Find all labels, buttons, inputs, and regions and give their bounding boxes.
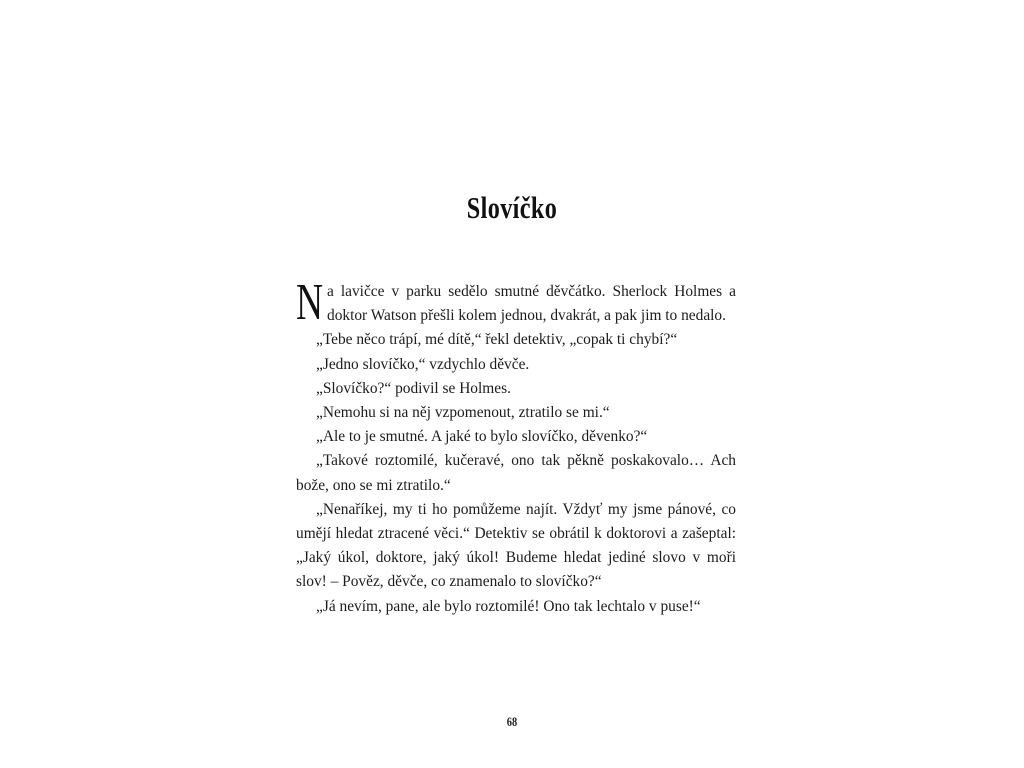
paragraph-9: „Já nevím, pane, ale bylo roztomilé! Ono tak lechtalo v puse!“ [316, 597, 701, 615]
paragraph-1-text: a lavičce v parku sedělo smutné děvčátko. Sherlock Holmes a doktor Watson přešli kolem jednou, dvakrát, a pak jim to nedalo. [327, 283, 736, 325]
story-text [296, 274, 736, 619]
paragraph-1 [296, 274, 736, 331]
paragraph-7: „Takové roztomilé, kučeravé, ono tak pěkně poskakovalo… Ach bože, ono se mi ztratilo.“ [296, 452, 736, 494]
drop-cap-initial: N [296, 274, 324, 331]
page-number: 68 [506, 714, 518, 729]
paragraph-6: „Ale to je smutné. A jaké to bylo slovíčko, děvenko?“ [316, 428, 648, 446]
paragraph-4: „Slovíčko?“ podivil se Holmes. [316, 379, 511, 397]
paragraph-3: „Jedno slovíčko,“ vzdychlo děvče. [316, 355, 530, 373]
paragraph-5: „Nemohu si na něj vzpomenout, ztratilo se mi.“ [316, 404, 610, 422]
paragraph-2: „Tebe něco trápí, mé dítě,“ řekl detektiv, „copak ti chybí?“ [316, 331, 678, 349]
paragraph-8: „Nenaříkej, my ti ho pomůžeme najít. Vždyť my jsme pánové, co umějí hledat ztracené věci.“ Detektiv se obrátil k doktorovi a zašeptal: „Jaký úkol, doktore, jaký úkol! Budeme hledat jediné slovo v moři slov! – Pověz, děvče, co znamenalo to slovíčko?“ [296, 500, 736, 591]
chapter-title: Slovíčko [466, 190, 558, 225]
